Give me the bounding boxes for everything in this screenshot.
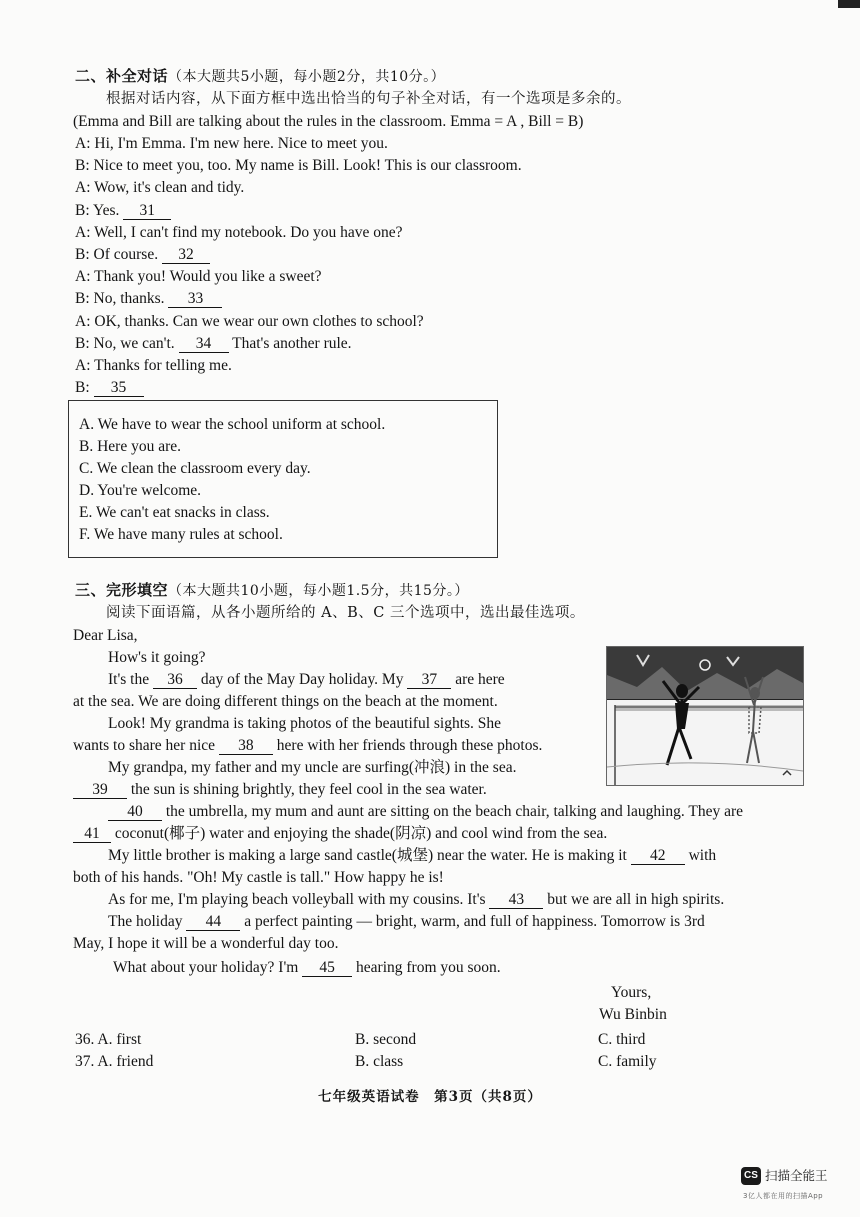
option-c: C. We clean the classroom every day. — [79, 460, 311, 477]
blank-40: 40 — [108, 804, 162, 821]
passage-line: As for me, I'm playing beach volleyball with my cousins. It's 43 but we are all in high spirits. — [108, 891, 725, 908]
section3-heading: 三、完形填空（本大题共10小题，每小题1.5分，共15分。） — [75, 581, 469, 599]
passage-line: What about your holiday? I'm 45 hearing from you soon. — [113, 959, 501, 976]
camscanner-logo-icon: CS — [741, 1167, 761, 1185]
passage-line: My little brother is making a large sand castle(城堡) near the water. He is making it 42 with — [108, 847, 717, 864]
dialogue-line: B: Of course. 32 — [75, 245, 210, 265]
dialogue-line: A: Well, I can't find my notebook. Do you have one? — [75, 224, 403, 241]
dialogue-line: A: Thank you! Would you like a sweet? — [75, 268, 322, 285]
blank-42: 42 — [631, 848, 685, 865]
options-box — [68, 400, 498, 558]
question-37-b: B. class — [355, 1053, 404, 1070]
beach-volleyball-illustration — [606, 646, 804, 786]
letter-closing: Yours, — [611, 984, 652, 1001]
passage-line: My grandpa, my father and my uncle are surfing(冲浪) in the sea. — [108, 759, 517, 776]
blank-31: 31 — [123, 203, 171, 220]
blank-39: 39 — [73, 782, 127, 799]
page-footer: 七年级英语试卷 第3页（共8页） — [318, 1089, 542, 1105]
scanner-app-name: 扫描全能王 — [765, 1168, 828, 1183]
section3-instruction: 阅读下面语篇，从各小题所给的 A、B、C 三个选项中，选出最佳选项。 — [106, 605, 585, 621]
blank-44: 44 — [186, 914, 240, 931]
option-f: F. We have many rules at school. — [79, 526, 283, 543]
blank-45: 45 — [302, 960, 352, 977]
dialogue-line: B: Nice to meet you, too. My name is Bill. Look! This is our classroom. — [75, 157, 522, 174]
dialogue-line: B: No, we can't. 34 That's another rule. — [75, 335, 352, 352]
corner-mark — [838, 0, 860, 8]
passage-line: The holiday 44 a perfect painting — bright, warm, and full of happiness. Tomorrow is 3rd — [108, 913, 705, 930]
dialogue-line: B: Yes. 31 — [75, 201, 171, 221]
blank-38: 38 — [219, 738, 273, 755]
blank-43: 43 — [489, 892, 543, 909]
dialogue-line: B: 35 — [75, 378, 144, 398]
question-37-c: C. family — [598, 1053, 657, 1070]
question-36-b: B. second — [355, 1031, 417, 1048]
dialogue-line: A: Wow, it's clean and tidy. — [75, 179, 245, 196]
blank-37: 37 — [407, 672, 451, 689]
dialogue-line: A: OK, thanks. Can we wear our own clothes to school? — [75, 313, 424, 330]
dialogue-line: A: Thanks for telling me. — [75, 357, 232, 374]
option-a: A. We have to wear the school uniform at school. — [79, 416, 386, 433]
dialogue-context: (Emma and Bill are talking about the rules in the classroom. Emma = A , Bill = B) — [73, 113, 584, 130]
question-36-c: C. third — [598, 1031, 646, 1048]
passage-line: wants to share her nice 38 here with her friends through these photos. — [73, 737, 543, 754]
letter-signer: Wu Binbin — [599, 1006, 667, 1023]
dialogue-line: B: No, thanks. 33 — [75, 289, 222, 309]
passage-line: It's the 36 day of the May Day holiday. My 37 are here — [108, 671, 505, 688]
option-d: D. You're welcome. — [79, 482, 202, 499]
section2-instruction: 根据对话内容，从下面方框中选出恰当的句子补全对话，有一个选项是多余的。 — [106, 91, 631, 107]
blank-41: 41 — [73, 826, 111, 843]
passage-line: 39 the sun is shining brightly, they feel cool in the sea water. — [73, 780, 487, 800]
beach-volleyball-drawing — [607, 647, 803, 785]
passage-line: at the sea. We are doing different things on the beach at the moment. — [73, 693, 498, 710]
passage-line: May, I hope it will be a wonderful day too. — [73, 935, 339, 952]
letter-salutation: Dear Lisa, — [73, 627, 138, 644]
blank-32: 32 — [162, 247, 210, 264]
option-b: B. Here you are. — [79, 438, 181, 455]
passage-line: both of his hands. "Oh! My castle is tall." How happy he is! — [73, 869, 444, 886]
scanner-tagline: 3亿人都在用的扫描App — [743, 1192, 824, 1200]
letter-greeting: How's it going? — [108, 649, 206, 666]
blank-33: 33 — [168, 291, 222, 308]
question-36-a: 36. A. first — [75, 1031, 142, 1048]
passage-line: 40 the umbrella, my mum and aunt are sitting on the beach chair, talking and laughing. They are — [108, 802, 743, 822]
question-37-a: 37. A. friend — [75, 1053, 154, 1070]
blank-35: 35 — [94, 380, 144, 397]
section2-heading: 二、补全对话（本大题共5小题，每小题2分，共10分。） — [75, 67, 446, 85]
passage-line: Look! My grandma is taking photos of the beautiful sights. She — [108, 715, 502, 732]
option-e: E. We can't eat snacks in class. — [79, 504, 270, 521]
blank-36: 36 — [153, 672, 197, 689]
blank-34: 34 — [179, 336, 229, 353]
passage-line: 41 coconut(椰子) water and enjoying the shade(阴凉) and cool wind from the sea. — [73, 824, 607, 844]
dialogue-line: A: Hi, I'm Emma. I'm new here. Nice to meet you. — [75, 135, 388, 152]
